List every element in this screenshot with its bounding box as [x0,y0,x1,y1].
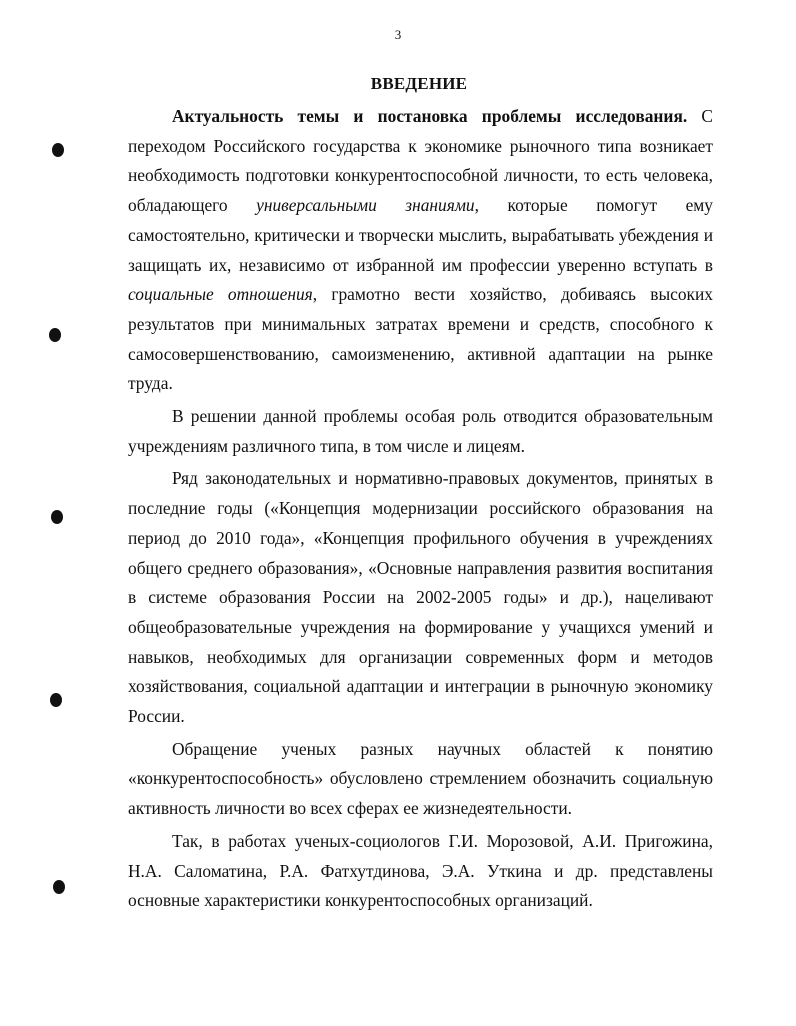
paragraph-1-text-c: , грамотно вести хозяйство, добиваясь высоких результатов при минимальных затратах времени и средств, способного к самосовершенствованию, самоизменению, активной адаптации на рынке труда. [128,284,713,394]
binder-hole-mark [51,510,63,524]
paragraph-5: Так, в работах ученых-социологов Г.И. Морозовой, А.И. Пригожина, Н.А. Саломатина, Р.А. Фатхутдинова, Э.А. Уткина и др. представлены основные характеристики конкурентоспособных организаций. [128,830,713,911]
binder-hole-mark [50,693,62,707]
binder-hole-mark [49,328,61,342]
paragraph-3: Ряд законодательных и нормативно-правовых документов, принятых в последние годы («Концепция модернизации российского образования на период до 2010 года», «Концепция профильного обучения в учреждениях общего среднего образования», «Основные направления развития воспитания в системе образования России на 2002-2005 годы» и др.), нацеливают общеобразовательные учреждения на формирование у учащихся умений и навыков, необходимых для организации современных форм и методов хозяйствования, социальной адаптации и интеграции в рыночную экономику России. [128,468,713,727]
page-number: 3 [394,27,402,42]
binder-hole-mark [52,143,64,157]
binder-hole-mark [53,880,65,894]
paragraph-4: Обращение ученых разных научных областей к понятию «конкурентоспособность» обусловлено стремлением обозначить социальную активность личности во всех сферах ее жизнедеятельности. [128,738,713,819]
body-text [128,102,713,916]
section-heading: ВВЕДЕНИЕ [370,74,468,93]
paragraph-2: В решении данной проблемы особая роль отводится образовательным учреждениям различного типа, в том числе и лицеям. [128,406,713,456]
paragraph-1-italic-a: универсальными знаниями [256,195,475,216]
paragraph-1-italic-b: социальные отношения [128,284,313,305]
paragraph-1-text-a: С переходом Российского государства к экономике рыночного типа возникает необходимость подготовки конкурентоспособной личности, то есть человека, обладающего [128,106,713,216]
paragraph-1 [128,102,713,399]
paragraph-1-text-b: , которые помогут ему самостоятельно, критически и творчески мыслить, вырабатывать убеждения и защищать их, независимо от избранной им профессии уверенно вступать в [128,195,713,275]
paragraph-1-bold-lead: Актуальность темы и постановка проблемы исследования. [172,106,688,126]
